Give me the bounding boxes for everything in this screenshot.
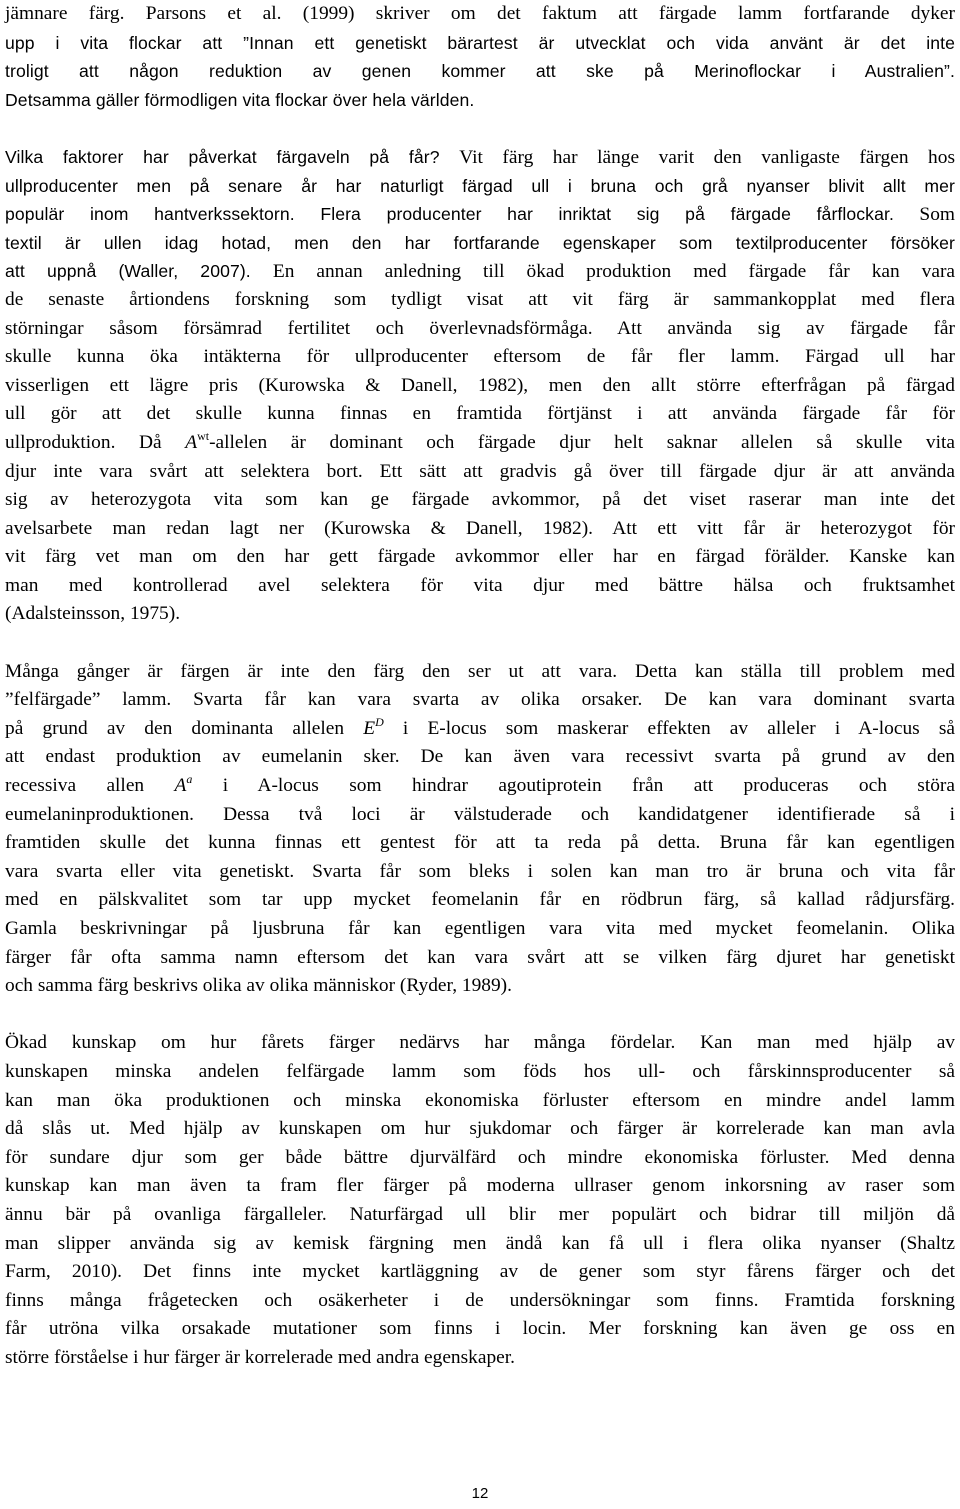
text-segment: större förståelse i hur färger är korrelerade med andra egenskaper. (5, 1346, 516, 1368)
text-line (5, 886, 955, 915)
text-line (5, 1230, 955, 1259)
text-segment: ”felfärgade” lamm. Svarta får kan vara svarta av olika orsaker. De kan vara dominant svarta (5, 689, 955, 711)
text-line (5, 1315, 955, 1344)
text-line (5, 715, 955, 744)
text-segment: ännu bär på ovanliga färgalleler. Naturfärgad ull blir mer populärt och bidrar till miljön då (5, 1203, 955, 1225)
paragraph-3 (5, 658, 955, 1001)
text-segment: man slipper använda sig av kemisk färgning men ändå kan få ull i flera olika nyanser (Shaltz (5, 1232, 955, 1254)
text-line (5, 515, 955, 544)
text-line (5, 86, 955, 115)
text-segment: kan man öka produktionen och minska ekonomiska förluster eftersom en mindre andel lamm (5, 1089, 955, 1111)
paragraph-4 (5, 1029, 955, 1372)
text-segment: kunskapen minska andelen felfärgade lamm som föds hos ull- och fårskinnsproducenter så (5, 1060, 955, 1082)
italic-symbol: E (363, 717, 376, 739)
text-segment: sig av heterozygota vita som kan ge färgade avkommor, på det viset raserar man inte det (5, 489, 955, 511)
text-line (5, 1287, 955, 1316)
text-segment: jämnare färg. Parsons et al. (1999) skriver om det faktum att färgade lamm fortfarande dyker (5, 3, 955, 24)
text-line (5, 543, 955, 572)
text-line (5, 829, 955, 858)
superscript: D (375, 714, 384, 729)
text-segment: textil är ullen idag hotad, men den har fortfarande egenskaper som textilproducenter försöker (5, 232, 955, 253)
text-segment: vit färg vet man om den har gett färgade avkommor eller har en färgad förälder. Kanske kan (5, 546, 955, 568)
text-line (5, 1201, 955, 1230)
text-segment: (Adalsteinsson, 1975). (5, 603, 181, 625)
paragraph-gap (5, 1001, 955, 1030)
text-segment: får utröna vilka orsakade mutationer som finns i locin. Mer forskning kan även ge oss en (5, 1318, 955, 1340)
text-line (5, 1144, 955, 1173)
text-line (5, 858, 955, 887)
text-segment: ullproducenter men på senare år har naturligt färgad ull i bruna och grå nyanser blivit allt mer (5, 175, 955, 196)
text-line (5, 1087, 955, 1116)
text-line (5, 801, 955, 830)
text-line (5, 343, 955, 372)
text-segment: Som (893, 204, 955, 226)
text-segment: visserligen ett lägre pris (Kurowska & Danell, 1982), men den allt större efterfrågan på färgad (5, 374, 955, 396)
text-segment: i E-locus som maskerar effekten av alleler i A-locus så (383, 717, 955, 739)
text-segment: störningar såsom försämrad fertilitet och överlevnadsförmåga. Att använda sig av färgade får (5, 317, 955, 339)
text-line (5, 57, 955, 86)
text-line (5, 743, 955, 772)
text-segment: upp i vita flockar att ”Innan ett genetiskt bärartest är utvecklat och vida använt är det inte (5, 32, 955, 53)
text-segment: att endast produktion av eumelanin sker. De kan även vara recessivt svarta på grund av den (5, 746, 955, 768)
text-segment: Farm, 2010). Det finns inte mycket kartläggning av de gener som styr fårens färger och det (5, 1261, 955, 1283)
text-segment: djur inte vara svårt att selektera bort. Ett sätt att gradvis gå över till färgade djur är att använda (5, 460, 955, 482)
text-segment: färger får ofta samma namn eftersom det kan vara svårt att se vilken färg djuret har genetiskt (5, 946, 955, 968)
paragraph-2 (5, 143, 955, 629)
text-segment: för sundare djur som ger både bättre djurvälfärd och mindre ekonomiska förluster. Med denna (5, 1146, 955, 1168)
text-segment: att uppnå (Waller, 2007). (5, 261, 273, 282)
text-segment: En annan anledning till ökad produktion med färgade får kan vara (272, 261, 956, 283)
text-segment: i A-locus som hindrar agoutiprotein från att produceras och störa (192, 775, 955, 797)
text-line (5, 200, 955, 229)
text-line (5, 1058, 955, 1087)
text-line (5, 286, 955, 315)
text-line (5, 1344, 955, 1373)
superscript: wt (197, 428, 210, 443)
text-segment: Många gånger är färgen är inte den färg den ser ut att vara. Detta kan ställa till problem med (5, 660, 955, 682)
text-line (5, 600, 955, 629)
paragraph-gap (5, 114, 955, 143)
page-number: 12 (471, 1485, 489, 1502)
text-segment: ullproduktion. Då (5, 431, 186, 453)
text-segment: vara svarta eller vita genetiskt. Svarta får som bleks i solen kan man tro är bruna och vita får (5, 860, 955, 882)
text-segment: finns många frågetecken och osäkerheter i de undersökningar som finns. Framtida forskning (5, 1289, 955, 1311)
text-line (5, 1029, 955, 1058)
text-line (5, 658, 955, 687)
text-segment: Vit färg har länge varit den vanligaste färgen hos (459, 146, 955, 168)
text-segment: och samma färg beskrivs olika av olika människor (Ryder, 1989). (5, 975, 512, 997)
text-segment: avelsarbete man redan lagt ner (Kurowska & Danell, 1982). Att ett vitt får är heterozygot för (5, 517, 955, 539)
italic-symbol: A (174, 775, 187, 797)
italic-symbol: A (185, 431, 198, 453)
text-segment: Flera producenter har inriktat sig på färgade fårflockar. (320, 204, 894, 225)
text-line (5, 1172, 955, 1201)
text-segment: eumelaninproduktionen. Dessa två loci är välstuderade och kandidatgener identifierade så i (5, 803, 955, 825)
text-segment: -allelen är dominant och färgade djur helt saknar allelen så skulle vita (209, 431, 955, 453)
text-segment: med en pälskvalitet som tar upp mycket feomelanin får en rödbrun färg, så kallad rådjursfärg. (5, 889, 955, 911)
text-segment: på grund av den dominanta allelen (5, 717, 364, 739)
text-line (5, 572, 955, 601)
text-line (5, 1258, 955, 1287)
paragraph-1 (5, 0, 955, 114)
text-line (5, 972, 955, 1001)
text-line (5, 400, 955, 429)
text-segment: recessiva allen (5, 775, 175, 797)
text-segment: de senaste årtiondens forskning som tydligt visat att vit färg är sammankopplat med flera (5, 288, 955, 310)
text-line (5, 772, 955, 801)
paragraph-gap (5, 629, 955, 658)
text-segment: framtiden skulle det kunna finnas ett gentest för att ta reda på detta. Bruna får kan egentligen (5, 832, 955, 854)
text-segment: man med kontrollerad avel selektera för vita djur med bättre hälsa och fruktsamhet (5, 574, 955, 596)
document-page (5, 0, 955, 1373)
text-line (5, 486, 955, 515)
text-segment: Ökad kunskap om hur fårets färger nedärvs har många fördelar. Kan man med hjälp av (5, 1032, 955, 1054)
text-segment: skulle kunna öka intäkterna för ullproducenter eftersom de får fler lamm. Färgad ull har (5, 346, 955, 368)
text-line (5, 1115, 955, 1144)
text-line (5, 372, 955, 401)
text-line (5, 0, 955, 29)
text-line (5, 257, 955, 286)
text-segment: då slås ut. Med hjälp av kunskapen om hur sjukdomar och färger är korrelerade kan man avla (5, 1118, 955, 1140)
text-line (5, 29, 955, 58)
text-line (5, 429, 955, 458)
text-segment: ull gör att det skulle kunna finnas en framtida förtjänst i att använda färgade får för (5, 403, 955, 425)
text-segment: populär inom hantverkssektorn. (5, 204, 321, 225)
text-line (5, 315, 955, 344)
text-segment: Detsamma gäller förmodligen vita flockar över hela världen. (5, 89, 475, 110)
text-line (5, 172, 955, 201)
text-line (5, 686, 955, 715)
superscript: a (186, 772, 193, 787)
text-segment: Gamla beskrivningar på ljusbruna får kan egentligen vara vita med mycket feomelanin. Olika (5, 918, 955, 939)
text-line (5, 915, 955, 944)
text-line (5, 229, 955, 258)
text-line (5, 458, 955, 487)
text-line (5, 143, 955, 172)
text-segment: Vilka faktorer har påverkat färgaveln på får? (5, 146, 460, 167)
text-line (5, 944, 955, 973)
text-segment: troligt att någon reduktion av genen kommer att ske på Merinoflockar i Australien”. (5, 61, 955, 82)
text-segment: kunskap kan man även ta fram fler färger på moderna ullraser genom inkorsning av raser som (5, 1175, 955, 1197)
